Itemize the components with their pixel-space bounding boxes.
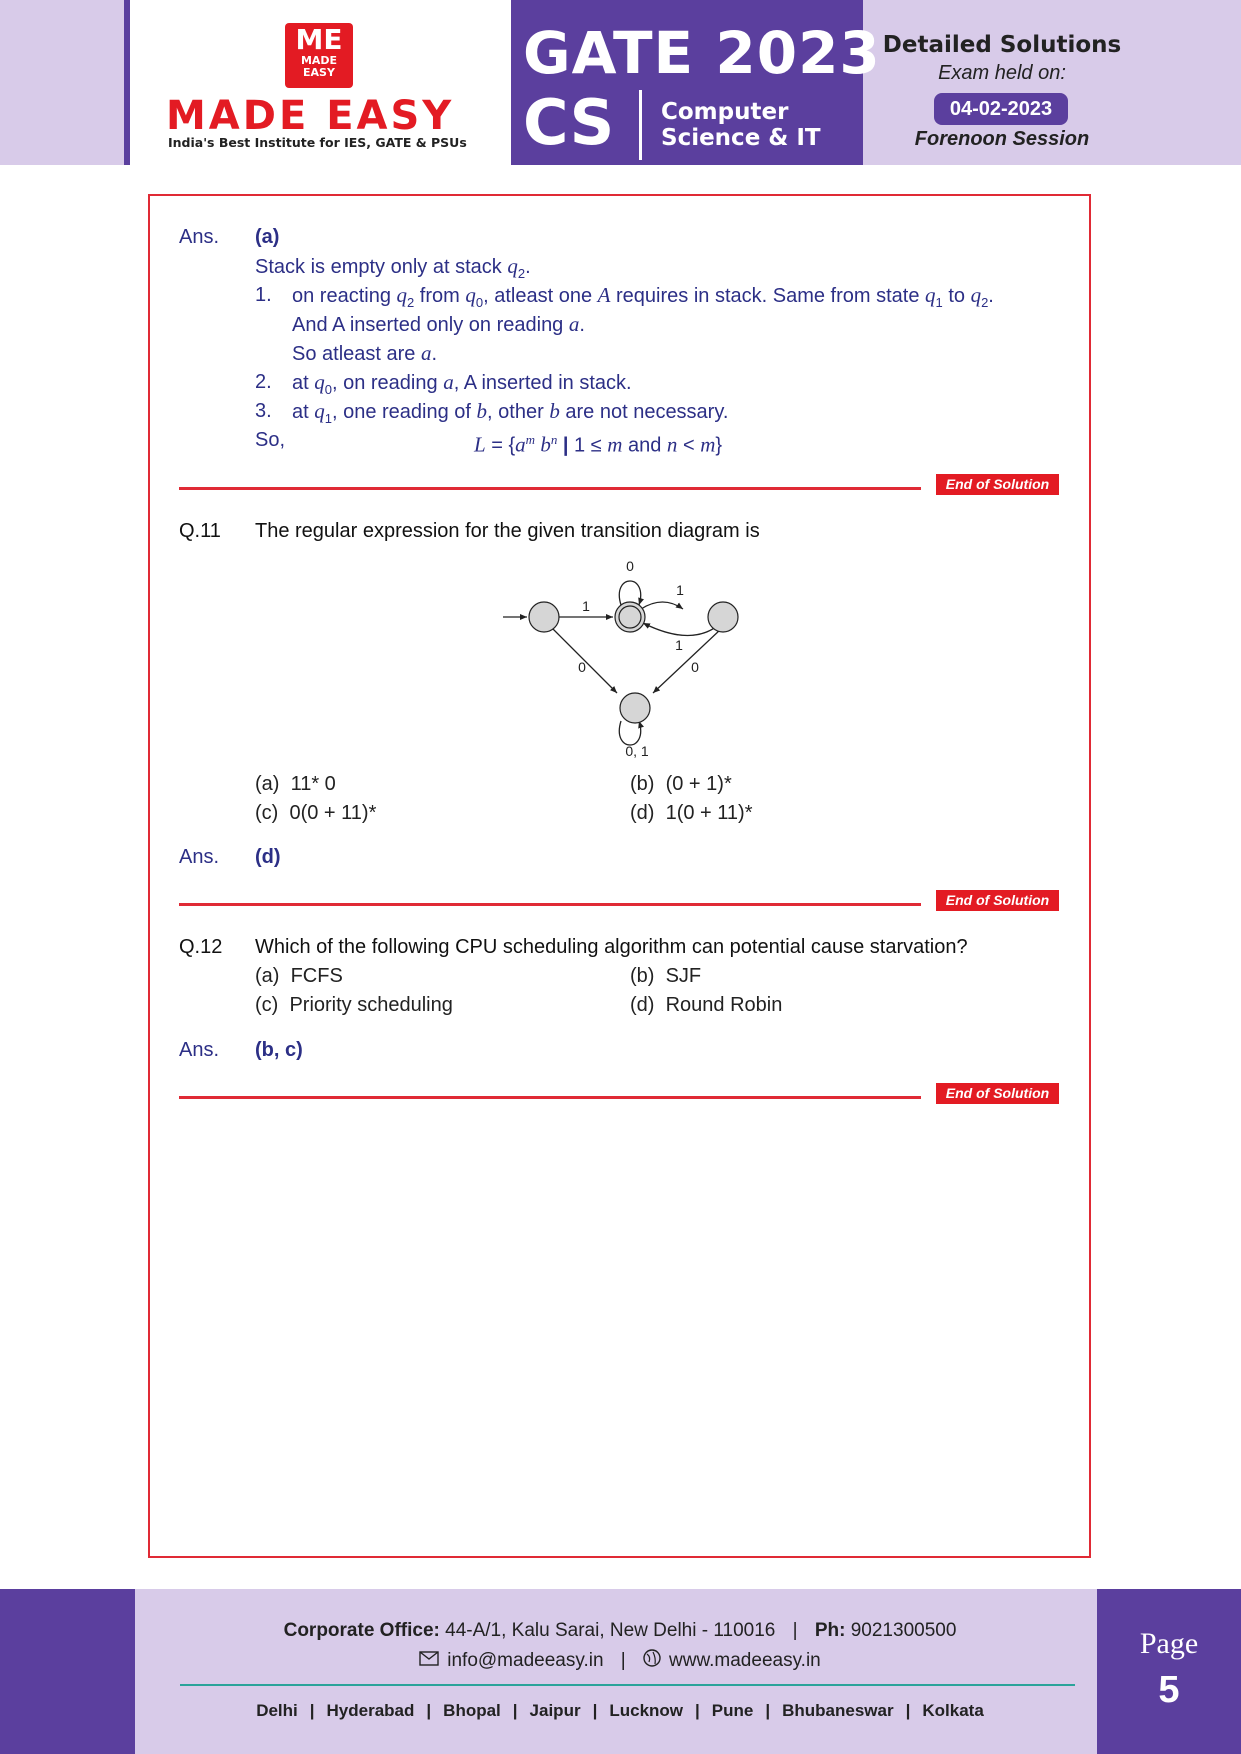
exam-info (863, 0, 1241, 165)
footer-separator: | (765, 1701, 771, 1720)
loop-dead (619, 721, 640, 745)
edge-final-to-right (641, 602, 683, 609)
page-number-block (1097, 1589, 1241, 1754)
footer-separator: | (426, 1701, 432, 1720)
city-item: Kolkata (922, 1701, 984, 1720)
page-label: Page (1139, 1627, 1199, 1660)
q11-option-c: (c) 0(0 + 11)* (255, 802, 377, 824)
phone-label: Ph: (814, 1620, 846, 1641)
phone-number: 9021300500 (845, 1620, 957, 1641)
footer-separator: | (905, 1701, 911, 1720)
end-of-solution-tag: End of Solution (936, 1083, 1059, 1104)
made-easy-logo-icon (285, 23, 353, 88)
footer-separator: | (792, 1620, 798, 1641)
q12-option-d: (d) Round Robin (630, 994, 783, 1016)
q11-question-text: The regular expression for the given transition diagram is (255, 520, 760, 542)
logo-mark: ME (295, 23, 343, 56)
q12-ans-value: (b, c) (255, 1039, 303, 1061)
paper-name (661, 99, 821, 151)
contact-line (180, 1649, 1060, 1673)
state-dead (620, 693, 650, 723)
q12-ans-label: Ans. (179, 1039, 220, 1061)
q10-point-1-line-3: So atleast are a. (292, 341, 438, 365)
label-final-to-right: 1 (676, 582, 684, 598)
end-of-solution-rule (179, 487, 921, 490)
envelope-icon (419, 1650, 439, 1672)
exam-title: GATE 2023 (523, 19, 881, 87)
city-item: Jaipur (529, 1701, 581, 1720)
website-link[interactable]: www.madeeasy.in (669, 1650, 821, 1672)
q11-transition-diagram (495, 553, 755, 763)
footer-separator: | (620, 1650, 626, 1672)
detailed-solutions-title: Detailed Solutions (882, 32, 1122, 58)
footer-accent-block (0, 1589, 135, 1754)
session-label: Forenoon Session (914, 128, 1090, 150)
end-of-solution-tag: End of Solution (936, 890, 1059, 911)
city-item: Bhopal (443, 1701, 501, 1720)
label-loop-dead: 0, 1 (625, 743, 649, 759)
corporate-office-line (180, 1620, 1060, 1642)
end-of-solution-rule (179, 1096, 921, 1099)
q10-explanation-line: Stack is empty only at stack $q_2$. (255, 254, 531, 281)
exam-held-label: Exam held on: (938, 62, 1066, 84)
city-item: Delhi (256, 1701, 298, 1720)
city-item: Pune (711, 1701, 754, 1720)
q11-ans-value: (d) (255, 846, 281, 868)
q10-ans-label: Ans. (179, 226, 220, 248)
q10-point-1-line-2: And A inserted only on reading a. (292, 312, 585, 336)
q10-point-3: at $q_1$, one reading of b, other b are not necessary. (292, 399, 729, 426)
end-of-solution-tag: End of Solution (936, 474, 1059, 495)
q12-label: Q.12 (179, 936, 223, 958)
q10-point-2-number: 2. (255, 371, 272, 393)
q11-option-d: (d) 1(0 + 11)* (630, 802, 753, 824)
q10-point-2: at $q_0$, on reading a, A inserted in stack. (292, 370, 632, 397)
label-start-to-dead: 0 (578, 659, 586, 675)
footer-separator: | (695, 1701, 700, 1720)
corporate-office-label: Corporate Office: (283, 1620, 440, 1641)
brand-name: MADE EASY (166, 93, 455, 139)
city-item: Hyderabad (326, 1701, 415, 1720)
end-of-solution-rule (179, 903, 921, 906)
q10-point-1: on reacting $q_2$ from $q_0$, atleast one A requires in stack. Same from state $q_1$ to $q_2$. (292, 283, 994, 310)
paper-name-line1: Computer (661, 99, 789, 125)
city-list (180, 1701, 1060, 1721)
q12-option-b: (b) SJF (630, 965, 702, 987)
q11-label: Q.11 (179, 520, 221, 542)
q11-option-a: (a) 11* 0 (255, 773, 336, 795)
q12-option-c: (c) Priority scheduling (255, 994, 453, 1016)
q11-option-b: (b) (0 + 1)* (630, 773, 732, 795)
label-right-to-dead: 0 (691, 659, 699, 675)
city-item: Lucknow (609, 1701, 684, 1720)
logo-area (130, 0, 511, 165)
footer-separator: | (592, 1701, 598, 1720)
label-start-to-final: 1 (582, 598, 590, 614)
q10-point-1-number: 1. (255, 284, 272, 306)
q11-ans-label: Ans. (179, 846, 220, 868)
footer-separator: | (512, 1701, 518, 1720)
footer-separator: | (309, 1701, 315, 1720)
brand-tagline: India's Best Institute for IES, GATE & PSUs (168, 135, 467, 150)
email-link[interactable]: info@madeeasy.in (447, 1650, 604, 1672)
paper-code: CS (523, 86, 615, 159)
exam-date-badge: 04-02-2023 (934, 93, 1068, 125)
q10-so-label: So, (255, 429, 286, 451)
page-header (0, 0, 1241, 165)
q12-option-a: (a) FCFS (255, 965, 343, 987)
edge-right-to-final (643, 623, 721, 636)
logo-sub-1: MADE (300, 54, 338, 67)
globe-icon (643, 1649, 661, 1673)
banner-divider (639, 90, 642, 160)
q12-question-text: Which of the following CPU scheduling algorithm can potential cause starvation? (255, 936, 968, 958)
corporate-office-address: 44-A/1, Kalu Sarai, New Delhi - 110016 (439, 1620, 776, 1641)
state-right (708, 602, 738, 632)
q10-language-expression: $L = \{a^m$ $b^n$ | 1 ≤ m and n < m} (474, 432, 723, 457)
state-start (529, 602, 559, 632)
logo-sub-2: EASY (303, 66, 335, 79)
page-footer (0, 1589, 1241, 1754)
label-right-to-final: 1 (675, 637, 683, 653)
q10-ans-value: (a) (255, 226, 280, 248)
label-loop-final: 0 (626, 558, 634, 574)
page-number: 5 (1158, 1669, 1180, 1711)
paper-name-line2: Science & IT (661, 125, 821, 151)
exam-banner (511, 0, 881, 165)
edge-right-to-dead (653, 629, 721, 693)
q10-point-3-number: 3. (255, 400, 272, 422)
footer-divider (180, 1684, 1075, 1686)
city-item: Bhubaneswar (782, 1701, 894, 1720)
